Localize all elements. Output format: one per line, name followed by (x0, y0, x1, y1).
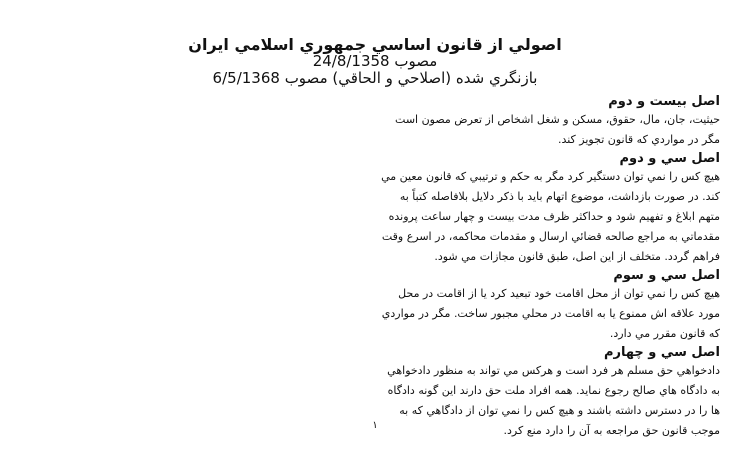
article-text-line: موجب قانون حق مراجعه به آن را دارد منع كرد. (503, 424, 720, 437)
article-text-line: هيچ كس را نمي توان دستگير كرد مگر به حكم و ترتيبي كه قانون معين مي (381, 170, 720, 183)
article-text-line: مگر در مواردي كه قانون تجويز كند. (557, 133, 720, 146)
article-32 (103, 150, 720, 267)
article-text-line: به دادگاه هاي صالح رجوع نمايد. همه افراد ملت حق دارند اين گونه دادگاه (387, 384, 720, 397)
article-text-line: مورد علاقه اش ممنوع يا به اقامت در محلي مجبور ساخت. مگر در مواردي (381, 307, 720, 320)
article-heading: اصل سي و دوم (619, 151, 720, 166)
article-22 (103, 93, 720, 150)
article-text-line: ها را در دسترس داشته باشند و هيچ كس را نمي توان از دادگاهي كه به (399, 404, 720, 417)
article-text-line: دادخواهي حق مسلم هر فرد است و هركس مي تواند به منظور دادخواهي (387, 364, 720, 377)
page-number: ۱ (372, 420, 378, 431)
article-text-line: فراهم گردد. متخلف از اين اصل، طبق قانون مجازات مي شود. (434, 250, 720, 263)
title-block (110, 36, 640, 87)
article-text-line: مقدماتي به مراجع صالحه قضائي ارسال و مقدمات محاكمه، در اسرع وقت (381, 230, 720, 243)
article-heading: اصل سي و چهارم (603, 345, 720, 360)
article-heading: اصل سي و سوم (613, 268, 720, 283)
article-text-line: هيچ كس را نمي توان از محل اقامت خود تبعيد كرد يا از اقامت در محل (398, 287, 720, 300)
article-33 (103, 267, 720, 344)
article-text-line: متهم ابلاغ و تفهيم شود و حداكثر ظرف مدت بيست و چهار ساعت پرونده (388, 210, 720, 223)
approval-date: مصوب 24/8/1358 (312, 52, 438, 70)
article-text-line: كند. در صورت بازداشت، موضوع اتهام بايد با ذكر دلايل بلافاصله كتباً به (399, 190, 720, 203)
document-body (103, 93, 720, 441)
document-title: اصولي از قانون اساسي جمهوري اسلامي ايران (188, 35, 562, 54)
revision-date: بازنگري شده (اصلاحي و الحاقي) مصوب 6/5/1368 (212, 69, 538, 87)
article-heading: اصل بيست و دوم (608, 94, 720, 109)
article-text-line: حيثيت، جان، مال، حقوق، مسكن و شغل اشخاص از تعرض مصون است (395, 113, 720, 126)
article-34 (103, 344, 720, 441)
article-text-line: كه قانون مقرر مي دارد. (609, 327, 720, 340)
